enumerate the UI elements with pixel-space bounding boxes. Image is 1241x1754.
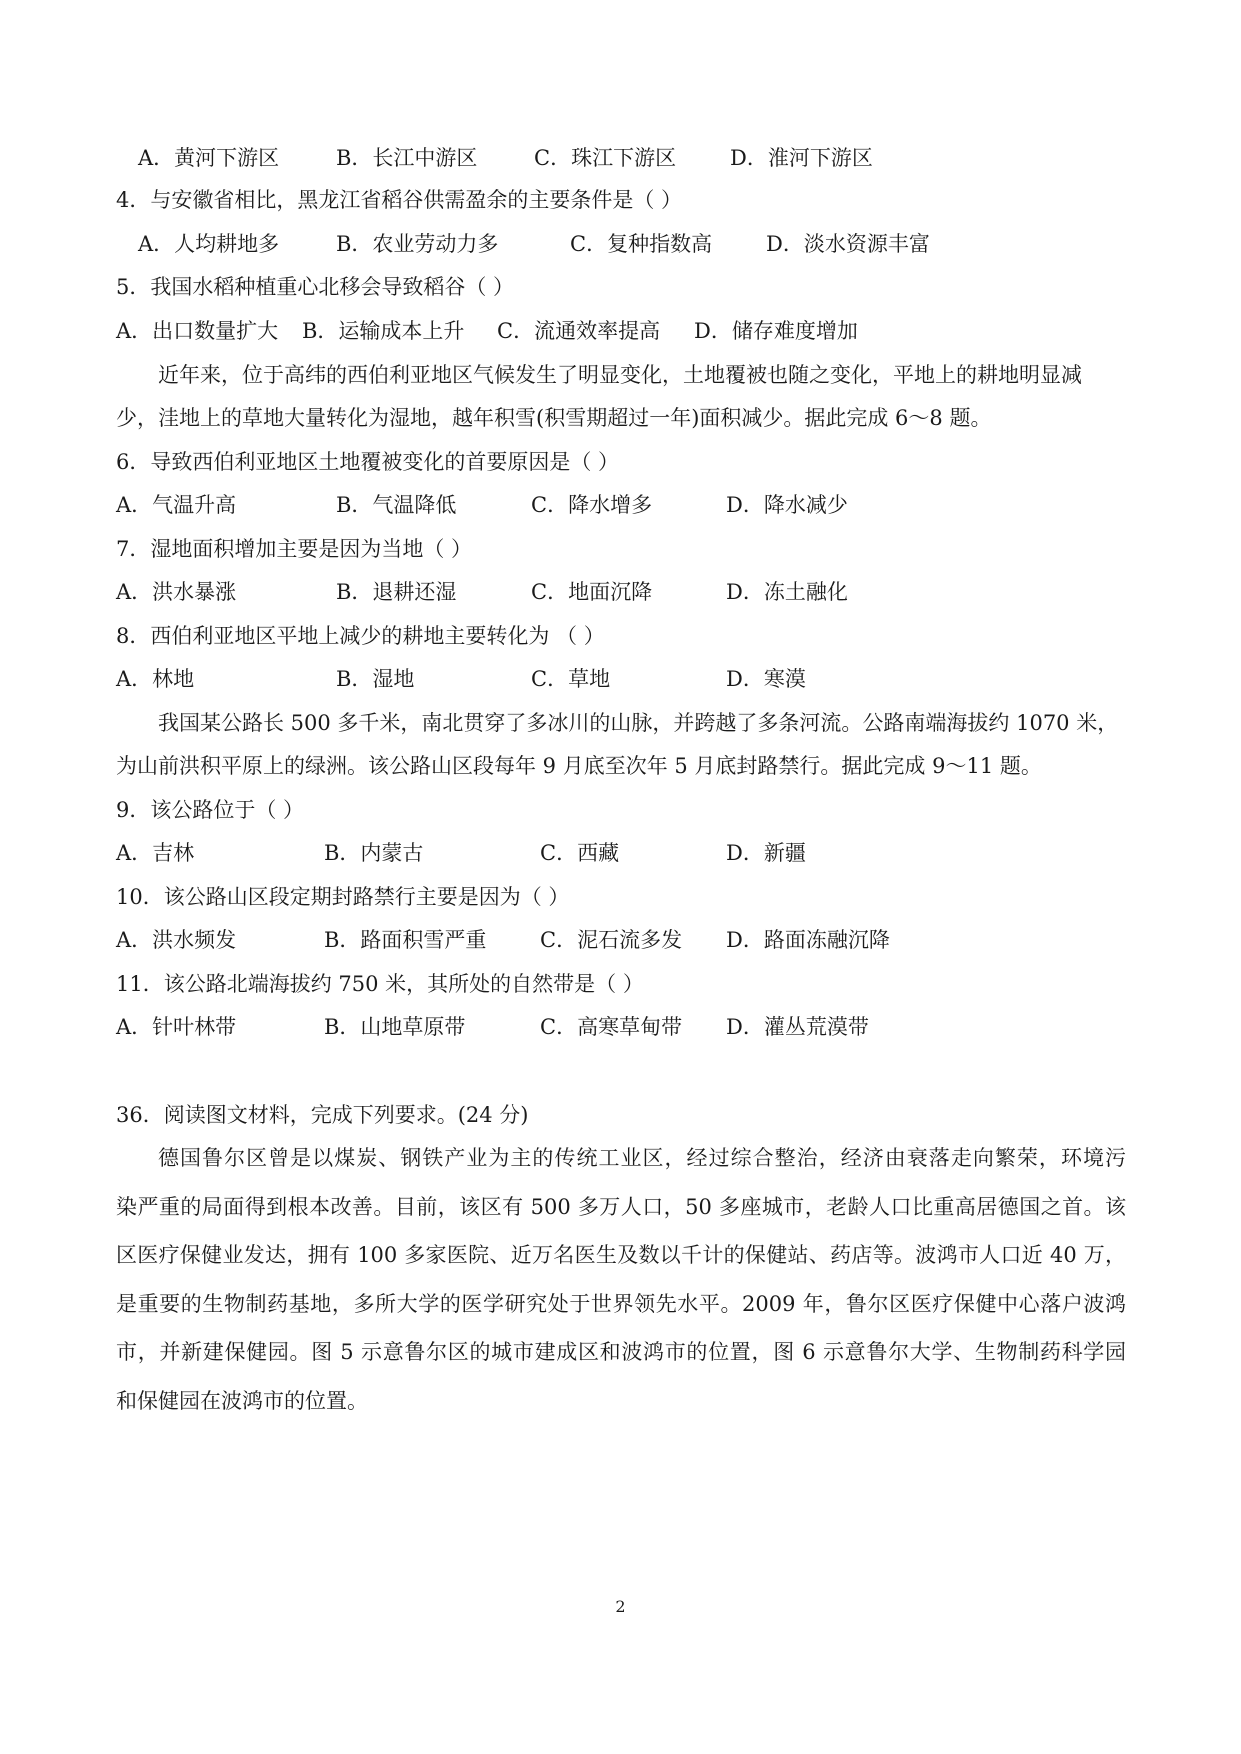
q36-line-2: 染严重的局面得到根本改善。目前，该区有 500 多万人口，50 多座城市，老龄人口比重高居德国之首。该 [116,1194,1126,1219]
q7-stem: 7．湿地面积增加主要是因为当地（ ） [116,537,473,561]
q6-option-c: C．降水增多 [531,493,653,517]
q11-stem: 11．该公路北端海拔约 750 米，其所处的自然带是（ ） [116,972,644,996]
page-number: 2 [615,1597,626,1616]
q9-option-b: B．内蒙古 [324,841,424,865]
q7-option-b: B．退耕还湿 [336,580,457,604]
q6-stem: 6．导致西伯利亚地区土地覆被变化的首要原因是（ ） [116,450,620,474]
q3-option-b: B．长江中游区 [336,146,478,170]
q10-stem: 10．该公路山区段定期封路禁行主要是因为（ ） [116,885,570,909]
q5-option-a: A．出口数量扩大 [116,319,279,343]
q36-line-1: 德国鲁尔区曾是以煤炭、钢铁产业为主的传统工业区，经过综合整治，经济由衰落走向繁荣，环境污 [158,1146,1126,1170]
q10-option-b: B．路面积雪严重 [324,928,487,952]
q36-line-6: 和保健园在波鸿市的位置。 [116,1388,368,1413]
q10-option-c: C．泥石流多发 [540,928,683,952]
q10-option-d: D．路面冻融沉降 [726,928,890,952]
q7-option-c: C．地面沉降 [531,580,653,604]
q9-option-c: C．西藏 [540,841,620,865]
q36-stem: 36．阅读图文材料，完成下列要求。(24 分) [116,1103,529,1127]
q6-option-a: A．气温升高 [116,493,237,517]
q11-option-b: B．山地草原带 [324,1015,466,1039]
q8-option-b: B．湿地 [336,667,415,691]
passage-9-11-line-1: 我国某公路长 500 多千米，南北贯穿了多冰川的山脉，并跨越了多条河流。公路南端海拔约 1070 米， [158,711,1119,735]
q5-option-b: B．运输成本上升 [302,319,465,343]
q7-option-d: D．冻土融化 [726,580,848,604]
q5-option-c: C．流通效率提高 [497,319,661,343]
q36-line-5: 市，并新建保健园。图 5 示意鲁尔区的城市建成区和波鸿市的位置，图 6 示意鲁尔大学、生物制药科学园 [116,1340,1126,1364]
q11-option-c: C．高寒草甸带 [540,1015,683,1039]
q8-option-c: C．草地 [531,667,611,691]
q9-option-a: A．吉林 [116,841,195,865]
q8-option-d: D．寒漠 [726,667,806,691]
q9-stem: 9．该公路位于（ ） [116,798,305,822]
q3-option-d: D．淮河下游区 [730,146,873,170]
q5-option-d: D．储存难度增加 [694,319,858,343]
passage-6-8-line-2: 少，洼地上的草地大量转化为湿地，越年积雪(积雪期超过一年)面积减少。据此完成 6～8 题。 [116,406,992,430]
q4-option-b: B．农业劳动力多 [336,232,499,256]
q3-option-a: A．黄河下游区 [138,146,280,170]
q3-option-c: C．珠江下游区 [534,146,677,170]
q4-option-d: D．淡水资源丰富 [766,232,930,256]
q4-stem: 4．与安徽省相比，黑龙江省稻谷供需盈余的主要条件是（ ） [116,188,683,212]
q11-option-d: D．灌丛荒漠带 [726,1015,869,1039]
q9-option-d: D．新疆 [726,841,806,865]
q5-stem: 5．我国水稻种植重心北移会导致稻谷（ ） [116,275,515,299]
q6-option-b: B．气温降低 [336,493,457,517]
passage-6-8-line-1: 近年来，位于高纬的西伯利亚地区气候发生了明显变化，土地覆被也随之变化，平地上的耕地明显减 [158,363,1082,387]
q11-option-a: A．针叶林带 [116,1015,237,1039]
q8-stem: 8．西伯利亚地区平地上减少的耕地主要转化为 （ ） [116,624,605,648]
q36-material [116,1144,1126,1435]
q4-option-c: C．复种指数高 [570,232,713,256]
q6-option-d: D．降水减少 [726,493,848,517]
q7-option-a: A．洪水暴涨 [116,580,237,604]
q36-line-4: 是重要的生物制药基地，多所大学的医学研究处于世界领先水平。2009 年，鲁尔区医疗保健中心落户波鸿 [116,1291,1126,1316]
q8-option-a: A．林地 [116,667,195,691]
passage-9-11-line-2: 为山前洪积平原上的绿洲。该公路山区段每年 9 月底至次年 5 月底封路禁行。据此完成 9～11 题。 [116,754,1042,778]
q4-option-a: A．人均耕地多 [138,232,280,256]
q10-option-a: A．洪水频发 [116,928,237,952]
q36-line-3: 区医疗保健业发达，拥有 100 多家医院、近万名医生及数以千计的保健站、药店等。波鸿市人口近 40 万， [116,1243,1126,1267]
